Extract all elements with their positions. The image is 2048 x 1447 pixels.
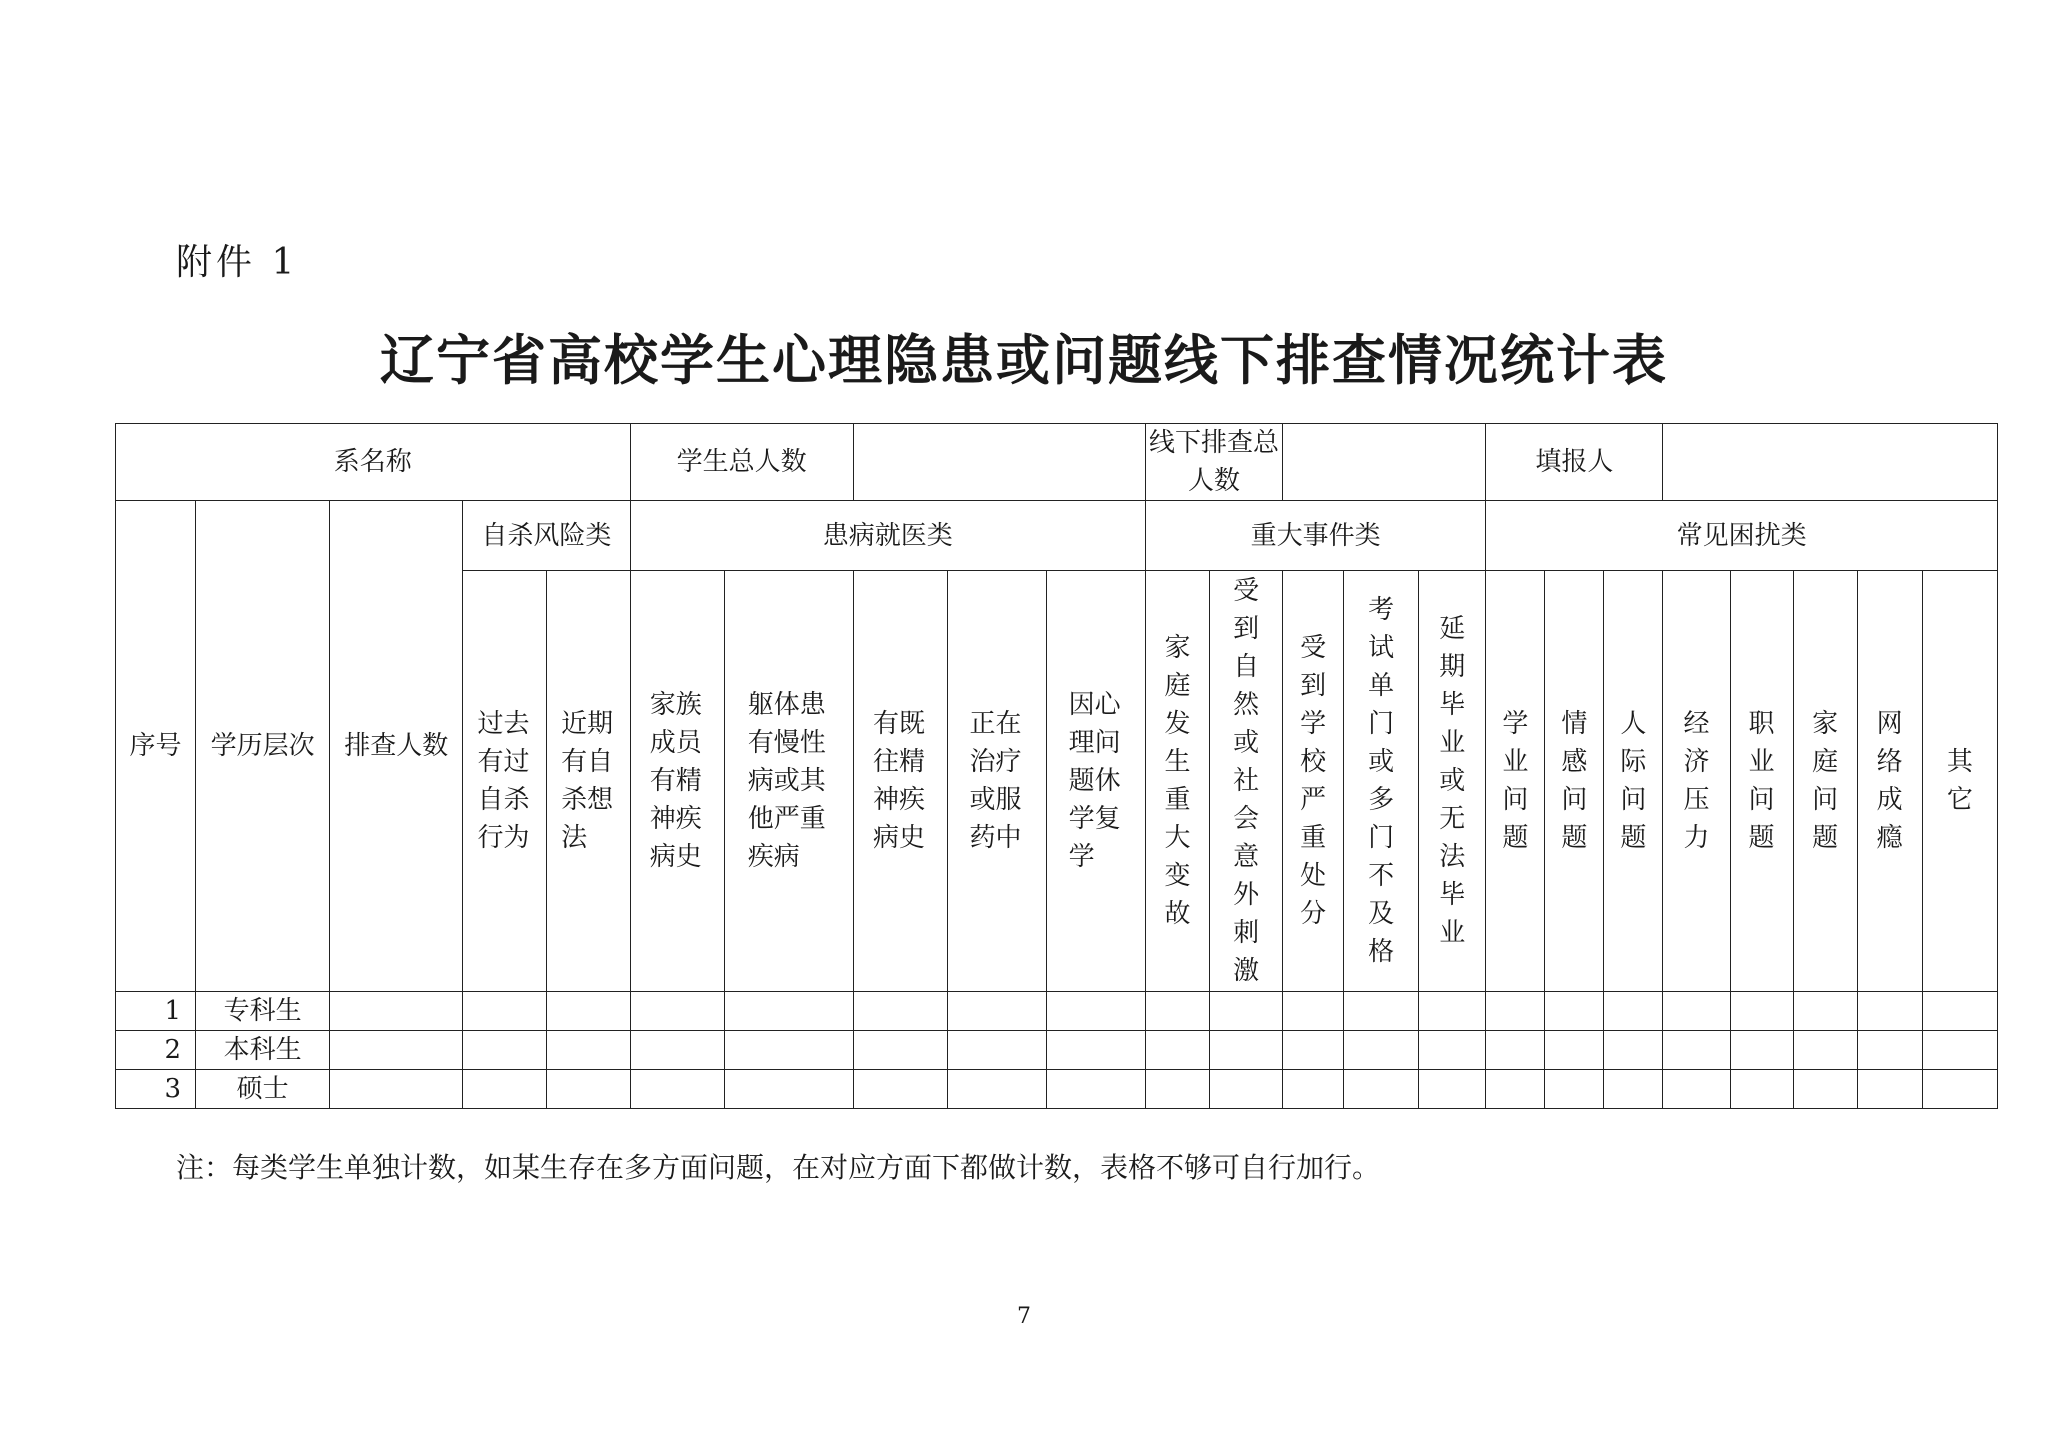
sub-header: 近期有自杀想法 (547, 571, 630, 992)
data-cell[interactable] (1210, 1070, 1283, 1109)
data-cell[interactable] (330, 1031, 463, 1070)
category-row (116, 501, 1998, 571)
data-cell[interactable] (1046, 1031, 1145, 1070)
reporter-value[interactable] (1663, 424, 1998, 501)
data-cell[interactable] (630, 992, 724, 1031)
sub-header: 情感问题 (1545, 571, 1604, 992)
data-cell[interactable] (1146, 1070, 1210, 1109)
sub-header: 躯体患有慢性病或其他严重疾病 (724, 571, 853, 992)
data-cell[interactable] (947, 992, 1046, 1031)
offline-value[interactable] (1283, 424, 1486, 501)
table-row (116, 1070, 1998, 1109)
data-cell[interactable] (330, 992, 463, 1031)
data-cell[interactable] (1922, 1070, 1997, 1109)
sub-header: 因心理问题休学复学 (1046, 571, 1145, 992)
data-cell[interactable] (1730, 1031, 1793, 1070)
data-cell[interactable] (1283, 992, 1344, 1031)
data-cell[interactable] (1046, 992, 1145, 1031)
data-cell[interactable] (330, 1070, 463, 1109)
page-number: 7 (1017, 1304, 1031, 1329)
category-common-trouble: 常见困扰类 (1486, 501, 1998, 571)
data-cell[interactable] (1922, 1031, 1997, 1070)
data-cell[interactable] (1604, 1031, 1663, 1070)
category-major-event: 重大事件类 (1146, 501, 1486, 571)
data-cell[interactable] (724, 992, 853, 1031)
data-cell[interactable] (1486, 1070, 1545, 1109)
sub-header: 家族成员有精神疾病史 (630, 571, 724, 992)
data-cell[interactable] (1922, 992, 1997, 1031)
table-row (116, 1031, 1998, 1070)
data-cell[interactable] (463, 1070, 547, 1109)
data-cell[interactable] (1730, 992, 1793, 1031)
data-cell[interactable] (1344, 1070, 1419, 1109)
data-cell[interactable] (1486, 992, 1545, 1031)
data-cell[interactable] (947, 1031, 1046, 1070)
sub-header: 其它 (1922, 571, 1997, 992)
data-cell[interactable] (853, 1031, 947, 1070)
data-cell[interactable] (1545, 1070, 1604, 1109)
data-cell[interactable] (463, 1031, 547, 1070)
table-row (116, 992, 1998, 1031)
row-level: 本科生 (196, 1031, 330, 1070)
data-cell[interactable] (1663, 1031, 1730, 1070)
dept-label: 系名称 (116, 424, 631, 501)
data-cell[interactable] (853, 992, 947, 1031)
page-title: 辽宁省高校学生心理隐患或问题线下排查情况统计表 (380, 329, 1668, 392)
data-cell[interactable] (547, 1070, 630, 1109)
data-cell[interactable] (1283, 1031, 1344, 1070)
data-cell[interactable] (1857, 1031, 1922, 1070)
sub-header: 正在治疗或服药中 (947, 571, 1046, 992)
sub-header: 有既往精神疾病史 (853, 571, 947, 992)
data-cell[interactable] (1419, 1070, 1486, 1109)
data-cell[interactable] (547, 1031, 630, 1070)
data-cell[interactable] (1857, 1070, 1922, 1109)
sub-header: 家庭问题 (1793, 571, 1857, 992)
info-row (116, 424, 1998, 501)
row-number: 2 (116, 1031, 196, 1070)
header-no: 序号 (116, 501, 196, 992)
data-cell[interactable] (1344, 992, 1419, 1031)
sub-header: 职业问题 (1730, 571, 1793, 992)
offline-label: 线下排查总人数 (1146, 424, 1283, 501)
data-cell[interactable] (1604, 992, 1663, 1031)
data-cell[interactable] (1663, 992, 1730, 1031)
sub-header: 家庭发生重大变故 (1146, 571, 1210, 992)
data-cell[interactable] (1419, 1031, 1486, 1070)
sub-header: 学业问题 (1486, 571, 1545, 992)
data-cell[interactable] (547, 992, 630, 1031)
data-cell[interactable] (1793, 1070, 1857, 1109)
data-cell[interactable] (1730, 1070, 1793, 1109)
sub-header: 人际问题 (1604, 571, 1663, 992)
data-cell[interactable] (1344, 1031, 1419, 1070)
sub-header: 网络成瘾 (1857, 571, 1922, 992)
data-cell[interactable] (1146, 1031, 1210, 1070)
sub-header: 考试单门或多门不及格 (1344, 571, 1419, 992)
sub-header: 延期毕业或无法毕业 (1419, 571, 1486, 992)
data-cell[interactable] (947, 1070, 1046, 1109)
data-cell[interactable] (1545, 992, 1604, 1031)
table-note: 注：每类学生单独计数，如某生存在多方面问题，在对应方面下都做计数，表格不够可自行加行。 (176, 1151, 1381, 1184)
header-count: 排查人数 (330, 501, 463, 992)
data-cell[interactable] (1793, 1031, 1857, 1070)
data-cell[interactable] (1210, 992, 1283, 1031)
data-cell[interactable] (630, 1070, 724, 1109)
attachment-label: 附件 1 (176, 242, 299, 283)
row-number: 1 (116, 992, 196, 1031)
data-cell[interactable] (1545, 1031, 1604, 1070)
data-cell[interactable] (1419, 992, 1486, 1031)
data-cell[interactable] (1146, 992, 1210, 1031)
sub-header: 经济压力 (1663, 571, 1730, 992)
sub-header: 受到学校严重处分 (1283, 571, 1344, 992)
row-number: 3 (116, 1070, 196, 1109)
data-cell[interactable] (1857, 992, 1922, 1031)
data-cell[interactable] (853, 1070, 947, 1109)
sub-header: 受到自然或社会意外刺激 (1210, 571, 1283, 992)
sub-header: 过去有过自杀行为 (463, 571, 547, 992)
statistics-table (115, 423, 1998, 1109)
data-cell[interactable] (724, 1070, 853, 1109)
reporter-label: 填报人 (1486, 424, 1663, 501)
data-cell[interactable] (1663, 1070, 1730, 1109)
data-cell[interactable] (1046, 1070, 1145, 1109)
category-illness: 患病就医类 (630, 501, 1146, 571)
row-level: 专科生 (196, 992, 330, 1031)
row-level: 硕士 (196, 1070, 330, 1109)
header-level: 学历层次 (196, 501, 330, 992)
data-cell[interactable] (630, 1031, 724, 1070)
data-cell[interactable] (1283, 1070, 1344, 1109)
data-cell[interactable] (1210, 1031, 1283, 1070)
total-label: 学生总人数 (630, 424, 853, 501)
data-cell[interactable] (1793, 992, 1857, 1031)
data-cell[interactable] (1604, 1070, 1663, 1109)
total-value[interactable] (853, 424, 1145, 501)
data-cell[interactable] (724, 1031, 853, 1070)
category-suicide: 自杀风险类 (463, 501, 630, 571)
data-cell[interactable] (463, 992, 547, 1031)
data-cell[interactable] (1486, 1031, 1545, 1070)
